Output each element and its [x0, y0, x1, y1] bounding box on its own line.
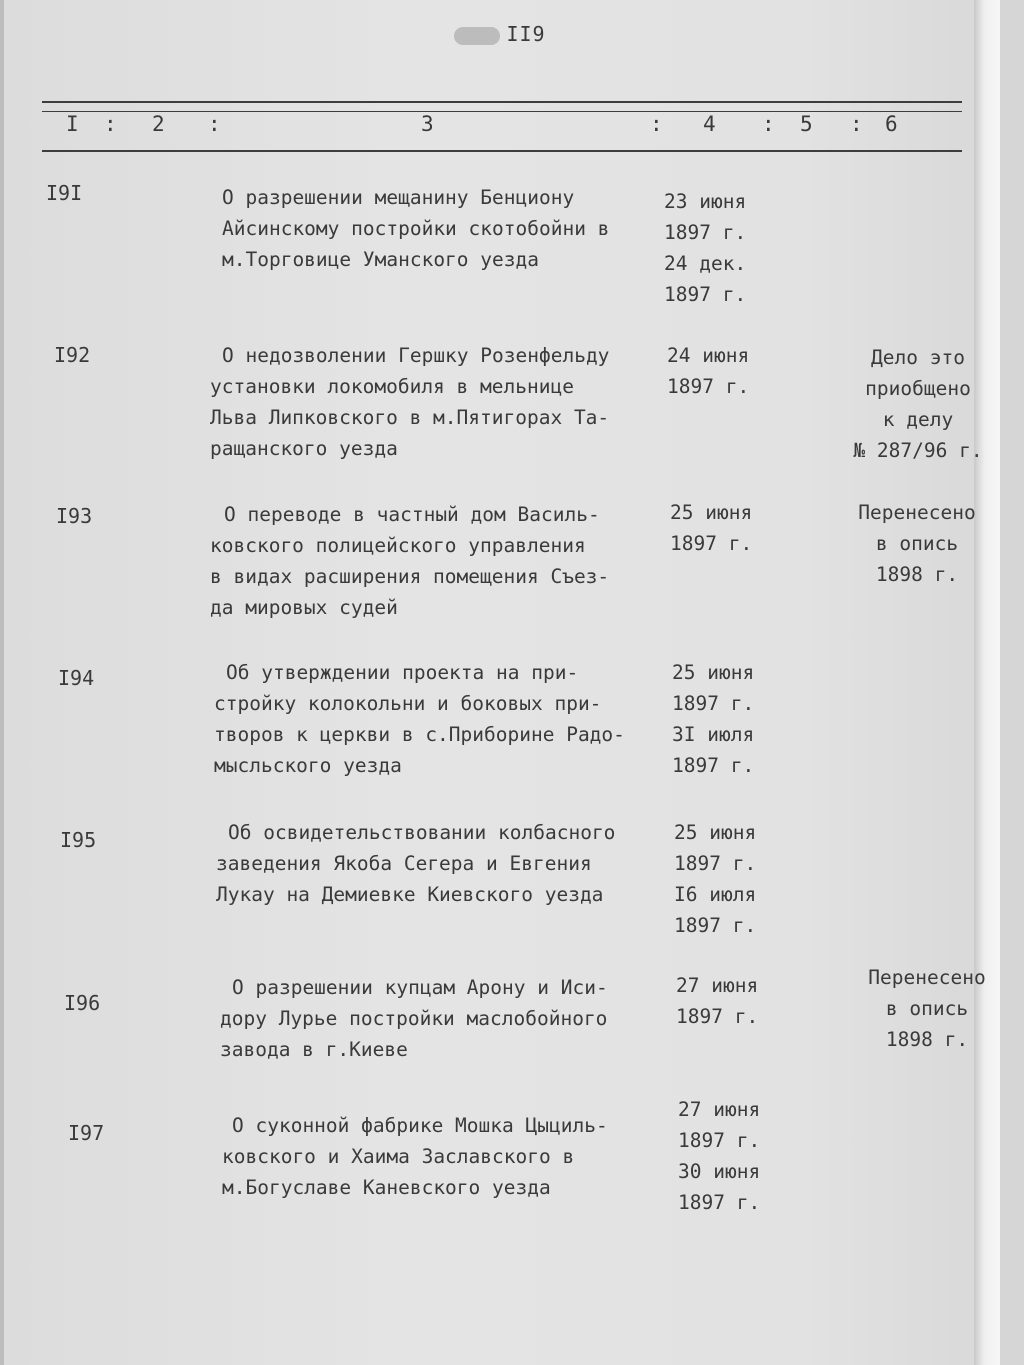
- date-line: 1897 г.: [674, 852, 757, 875]
- record-title: [222, 1110, 682, 1203]
- note-line: 1898 г.: [875, 563, 959, 586]
- note-line: в опись: [885, 997, 969, 1020]
- title-line: Айсинскому постройки скотобойни в: [222, 217, 610, 240]
- date-line: 23 июня: [664, 190, 747, 213]
- record-number: I97: [68, 1121, 105, 1145]
- title-line: м.Торговице Уманского уезда: [222, 248, 539, 271]
- page-number: [0, 22, 1000, 46]
- title-line: мысльского уезда: [214, 754, 402, 777]
- title-line: установки локомобиля в мельнице: [210, 375, 574, 398]
- column-header-6: 6: [885, 112, 898, 136]
- column-separator: :: [104, 112, 117, 136]
- title-line: О суконной фабрике Мошка Цыциль-: [232, 1114, 608, 1137]
- page-number-text: II9: [506, 22, 546, 46]
- date-line: 1897 г.: [678, 1191, 761, 1214]
- page-right-edge: [974, 0, 1000, 1365]
- title-line: м.Богуславе Каневского уезда: [222, 1176, 551, 1199]
- column-separator: :: [850, 112, 863, 136]
- date-line: 1897 г.: [678, 1129, 761, 1152]
- date-line: 24 июня: [667, 344, 750, 367]
- record-dates: [676, 970, 796, 1032]
- record-note: [842, 497, 992, 590]
- record-title: [210, 499, 670, 623]
- page-binding-edge: [0, 0, 4, 1365]
- title-line: Об утверждении проекта на при-: [226, 661, 579, 684]
- record-dates: [674, 817, 794, 941]
- note-line: № 287/96 г.: [853, 439, 983, 462]
- record-number: I93: [56, 504, 93, 528]
- note-line: приобщено: [865, 377, 971, 400]
- column-header-4: 4: [703, 112, 716, 136]
- title-line: Об освидетельствовании колбасного: [228, 821, 616, 844]
- header-rule-top: [42, 101, 962, 103]
- date-line: 27 июня: [678, 1098, 761, 1121]
- title-line: заведения Якоба Сегера и Евгения: [216, 852, 592, 875]
- column-header-1: I: [66, 112, 79, 136]
- date-line: 25 июня: [670, 501, 753, 524]
- note-line: в опись: [875, 532, 959, 555]
- date-line: 25 июня: [674, 821, 757, 844]
- bleed-through-text: [210, 628, 990, 654]
- date-line: 27 июня: [676, 974, 759, 997]
- title-line: Лукау на Демиевке Киевского уезда: [216, 883, 604, 906]
- record-number: I95: [60, 828, 97, 852]
- title-line: О разрешении мещанину Бенциону: [222, 186, 575, 209]
- record-note: [852, 962, 1002, 1055]
- title-line: ращанского уезда: [210, 437, 398, 460]
- date-line: 1897 г.: [676, 1005, 759, 1028]
- date-line: 1897 г.: [664, 283, 747, 306]
- title-line: О недозволении Гершку Розенфельду: [222, 344, 610, 367]
- date-line: 1897 г.: [667, 375, 750, 398]
- note-line: Перенесено: [868, 966, 986, 989]
- record-note: [838, 342, 998, 466]
- header-rule-bottom: [42, 150, 962, 152]
- title-line: Льва Липковского в м.Пятигорах Та-: [210, 406, 610, 429]
- title-line: О разрешении купцам Арону и Иси-: [232, 976, 608, 999]
- column-separator: :: [650, 112, 663, 136]
- record-number: I96: [64, 991, 101, 1015]
- date-line: 1897 г.: [672, 754, 755, 777]
- title-line: да мировых судей: [210, 596, 398, 619]
- date-line: 3I июля: [672, 723, 755, 746]
- title-line: стройку колокольни и боковых при-: [214, 692, 602, 715]
- record-title: [210, 340, 670, 464]
- note-line: Перенесено: [858, 501, 976, 524]
- record-title: [222, 182, 682, 275]
- column-separator: :: [208, 112, 221, 136]
- title-line: дору Лурье постройки маслобойного: [220, 1007, 608, 1030]
- date-line: I6 июля: [674, 883, 757, 906]
- record-title: [216, 817, 676, 910]
- note-line: к делу: [882, 408, 954, 431]
- record-number: I94: [58, 666, 95, 690]
- title-line: в видах расширения помещения Съез-: [210, 565, 610, 588]
- record-dates: [678, 1094, 798, 1218]
- date-line: 1897 г.: [672, 692, 755, 715]
- record-dates: [667, 340, 787, 402]
- title-line: О переводе в частный дом Василь-: [224, 503, 600, 526]
- title-line: завода в г.Киеве: [220, 1038, 408, 1061]
- header-rule-top-thin: [42, 111, 962, 112]
- date-line: 25 июня: [672, 661, 755, 684]
- record-dates: [672, 657, 792, 781]
- date-line: 1897 г.: [670, 532, 753, 555]
- date-line: 1897 г.: [674, 914, 757, 937]
- record-title: [214, 657, 674, 781]
- date-line: 30 июня: [678, 1160, 761, 1183]
- column-header-3: 3: [421, 112, 434, 136]
- record-dates: [664, 186, 784, 310]
- title-line: творов к церкви в с.Приборине Радо-: [214, 723, 625, 746]
- record-dates: [670, 497, 790, 559]
- column-separator: :: [762, 112, 775, 136]
- ink-smudge: [454, 27, 500, 45]
- date-line: 1897 г.: [664, 221, 747, 244]
- record-number: I92: [54, 343, 91, 367]
- title-line: ковского полицейского управления: [210, 534, 586, 557]
- date-line: 24 дек.: [664, 252, 747, 275]
- column-header-5: 5: [800, 112, 813, 136]
- record-number: I9I: [46, 181, 83, 205]
- note-line: Дело это: [871, 346, 965, 369]
- title-line: ковского и Хаима Заславского в: [222, 1145, 575, 1168]
- record-title: [220, 972, 680, 1065]
- column-header-2: 2: [152, 112, 165, 136]
- note-line: 1898 г.: [885, 1028, 969, 1051]
